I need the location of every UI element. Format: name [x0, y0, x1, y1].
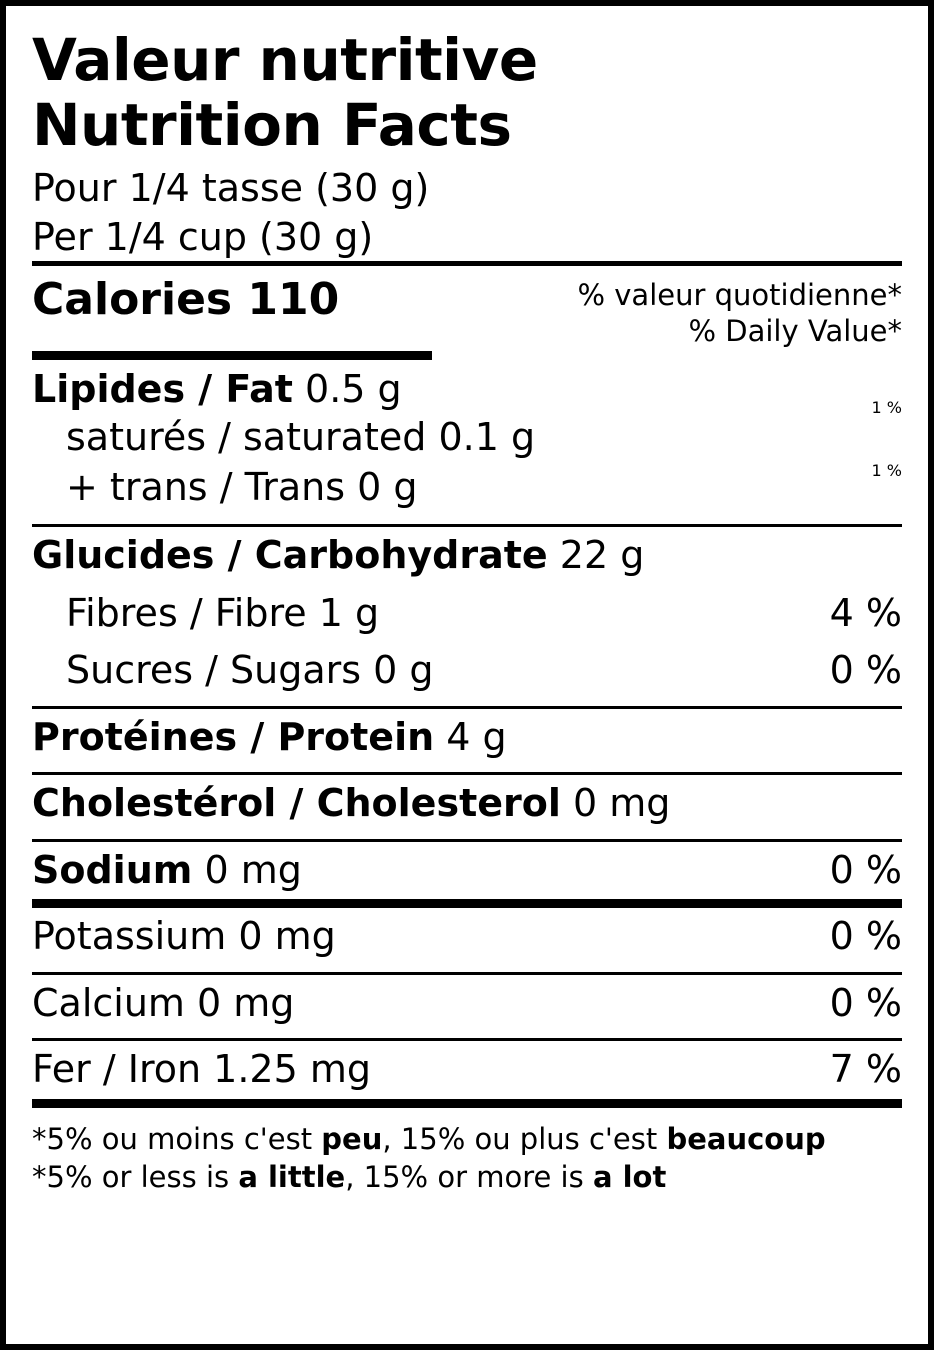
protein-name: Protéines / Protein — [32, 714, 435, 759]
cholesterol-row — [32, 775, 902, 833]
sodium-amount: 0 mg — [204, 847, 302, 892]
fibre-row — [32, 585, 902, 643]
carbohydrate-name: Glucides / Carbohydrate — [32, 533, 548, 578]
trans-fat-dv: 1 % — [871, 461, 902, 481]
daily-value-header-english: % Daily Value* — [688, 313, 902, 348]
fibre-name: Fibres / Fibre 1 g — [66, 590, 380, 635]
sodium-row — [32, 842, 902, 900]
iron-name: Fer / Iron 1.25 mg — [32, 1047, 371, 1092]
footnote-english — [32, 1158, 902, 1196]
calcium-dv: 0 % — [829, 980, 902, 1025]
carbohydrate-amount: 22 g — [559, 533, 645, 578]
daily-value-header-french: % valeur quotidienne* — [577, 278, 902, 313]
calories-label: Calories 110 — [32, 274, 340, 326]
calcium-name: Calcium 0 mg — [32, 980, 295, 1025]
footnote-english-part2: , 15% or more is — [345, 1159, 593, 1194]
calories-row — [32, 266, 902, 351]
calcium-row — [32, 975, 902, 1033]
cholesterol-name: Cholestérol / Cholesterol — [32, 781, 561, 826]
fat-group — [32, 360, 902, 518]
divider-under-calories — [32, 351, 432, 360]
fat-name: Lipides / Fat — [32, 366, 293, 411]
footnote-english-part1: *5% or less is — [32, 1159, 239, 1194]
potassium-dv: 0 % — [829, 914, 902, 959]
title-french: Valeur nutritive — [32, 26, 538, 94]
footnote-french-bold2: beaucoup — [666, 1121, 826, 1156]
sodium-name: Sodium — [32, 847, 193, 892]
bottom-spacer — [32, 1196, 902, 1326]
saturated-fat-row: saturés / saturated 0.1 g — [66, 415, 536, 460]
fat-row — [32, 366, 402, 414]
title-english: Nutrition Facts — [32, 90, 512, 159]
serving-size-english: Per 1/4 cup (30 g) — [32, 214, 374, 259]
carbohydrate-row — [32, 527, 902, 585]
protein-row — [32, 709, 902, 767]
trans-fat-row: + trans / Trans 0 g — [66, 464, 418, 509]
iron-row — [32, 1041, 902, 1099]
footnote-english-bold1: a little — [238, 1159, 346, 1194]
protein-amount: 4 g — [446, 714, 507, 759]
sugars-dv: 0 % — [829, 648, 902, 693]
footnote-english-bold2: a lot — [592, 1159, 667, 1194]
footnote-french-part1: *5% ou moins c'est — [32, 1121, 322, 1156]
potassium-name: Potassium 0 mg — [32, 914, 336, 959]
sugars-row — [32, 642, 902, 700]
footnote-french-bold1: peu — [321, 1121, 383, 1156]
serving-size-french: Pour 1/4 tasse (30 g) — [32, 165, 430, 210]
fat-amount: 0.5 g — [305, 366, 402, 411]
fat-dv: 1 % — [871, 398, 902, 418]
cholesterol-amount: 0 mg — [572, 781, 671, 826]
sodium-dv: 0 % — [829, 847, 902, 892]
iron-dv: 7 % — [829, 1047, 902, 1092]
divider-after-sodium — [32, 899, 902, 908]
daily-value-header — [578, 274, 903, 349]
footnote-french — [32, 1120, 902, 1158]
divider-before-footnotes — [32, 1099, 902, 1108]
footnotes — [32, 1120, 902, 1197]
potassium-row — [32, 908, 902, 966]
sugars-name: Sucres / Sugars 0 g — [66, 648, 434, 693]
footnote-french-part2: , 15% ou plus c'est — [382, 1121, 667, 1156]
fibre-dv: 4 % — [829, 590, 902, 635]
